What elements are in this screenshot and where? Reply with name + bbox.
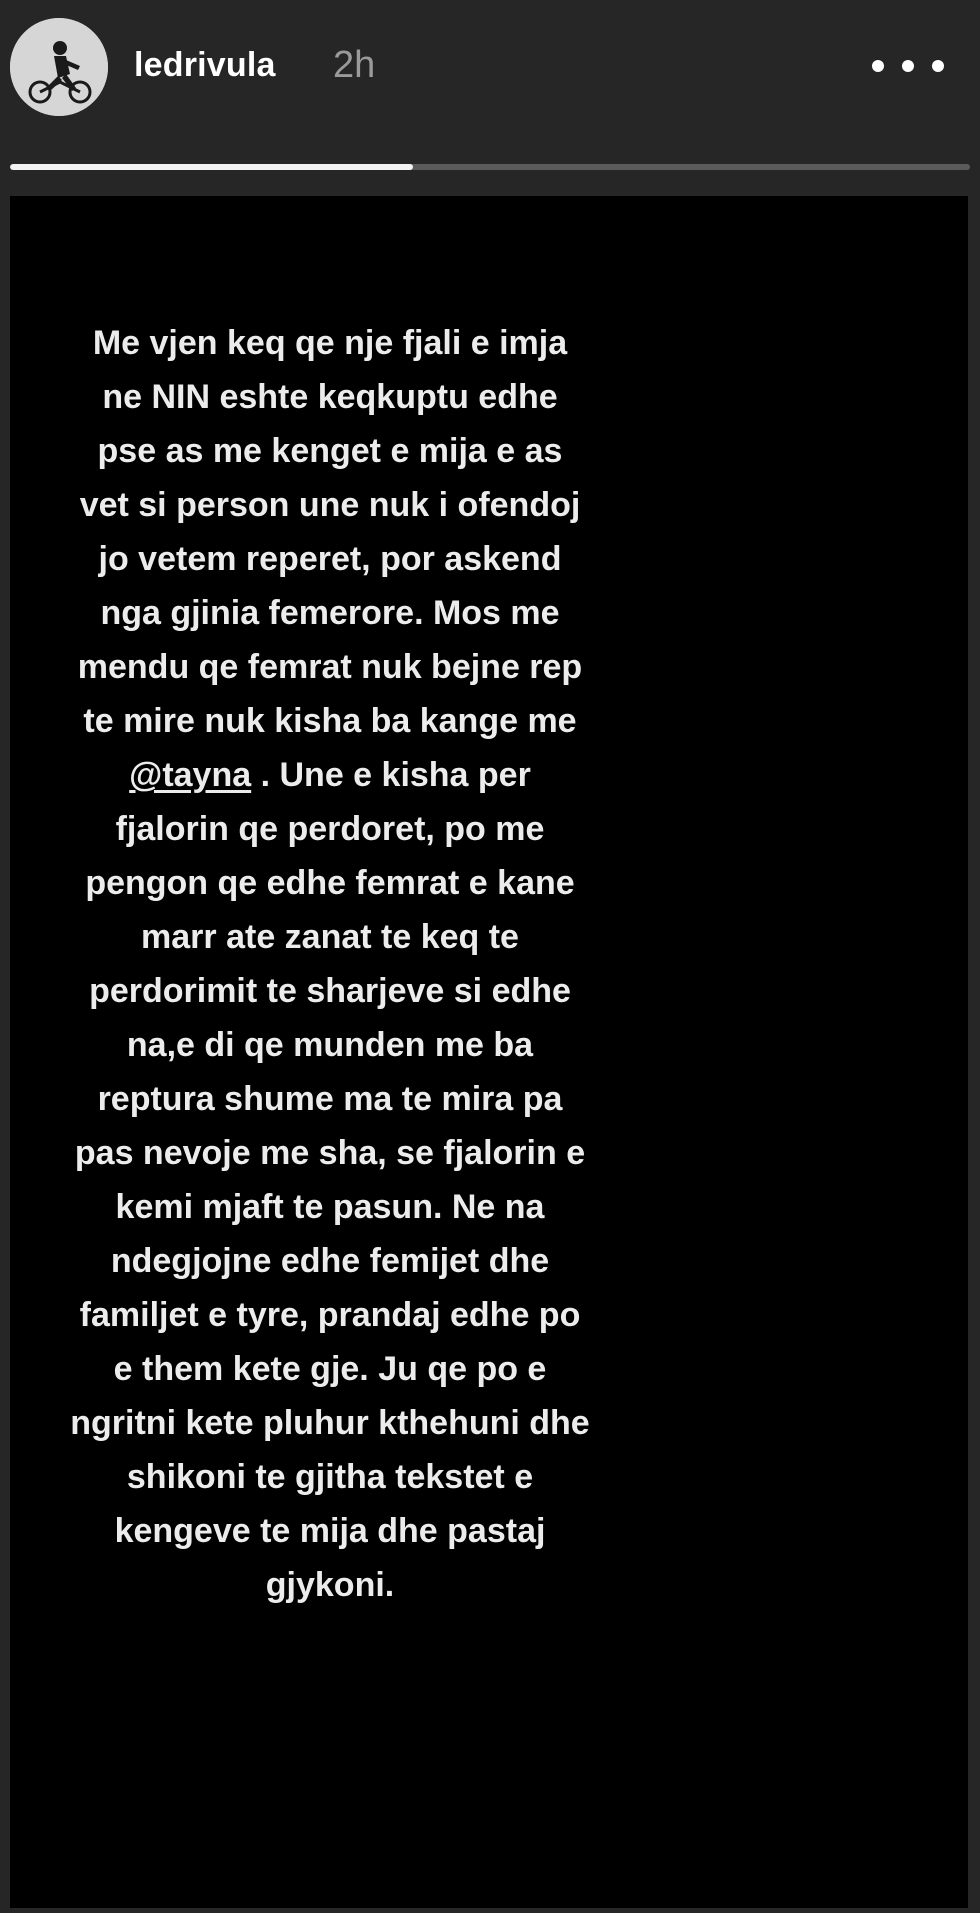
story-content[interactable]: [10, 196, 968, 1908]
more-horizontal-icon-dot: [902, 60, 914, 72]
story-text-part2: . Une e kisha per fjalorin qe perdoret, po me pengon qe edhe femrat e kane marr ate zanat te keq te perdorimit te sharjeve si edhe na,e di qe munden me ba reptura shume ma te mira pa pas nevoje me sha, se fjalorin e kemi mjaft te pasun. Ne na ndegjojne edhe femijet dhe familjet e tyre, prandaj edhe po e them kete gje. Ju qe po e ngritni kete pluhur kthehuni dhe shikoni te gjitha tekstet e kengeve te mija dhe pastaj gjykoni.: [70, 756, 590, 1604]
avatar-photo-icon: [10, 18, 108, 116]
more-horizontal-icon: [872, 60, 884, 72]
story-progress-bar: [10, 164, 970, 170]
story-caption: [70, 316, 590, 1612]
story-header: [0, 0, 980, 160]
story-text-part1: Me vjen keq qe nje fjali e imja ne NIN eshte keqkuptu edhe pse as me kenget e mija e as vet si person une nuk i ofendoj jo vetem reperet, por askend nga gjinia femerore. Mos me mendu qe femrat nuk bejne rep te mire nuk kisha ba kange me: [77, 324, 583, 740]
username[interactable]: ledrivula: [134, 46, 276, 84]
more-horizontal-icon-dot: [932, 60, 944, 72]
story-timestamp: 2h: [333, 44, 376, 86]
avatar[interactable]: [10, 18, 108, 116]
mention-link[interactable]: @tayna: [129, 756, 252, 794]
story-progress-fill: [10, 164, 413, 170]
more-options-button[interactable]: [872, 44, 944, 88]
